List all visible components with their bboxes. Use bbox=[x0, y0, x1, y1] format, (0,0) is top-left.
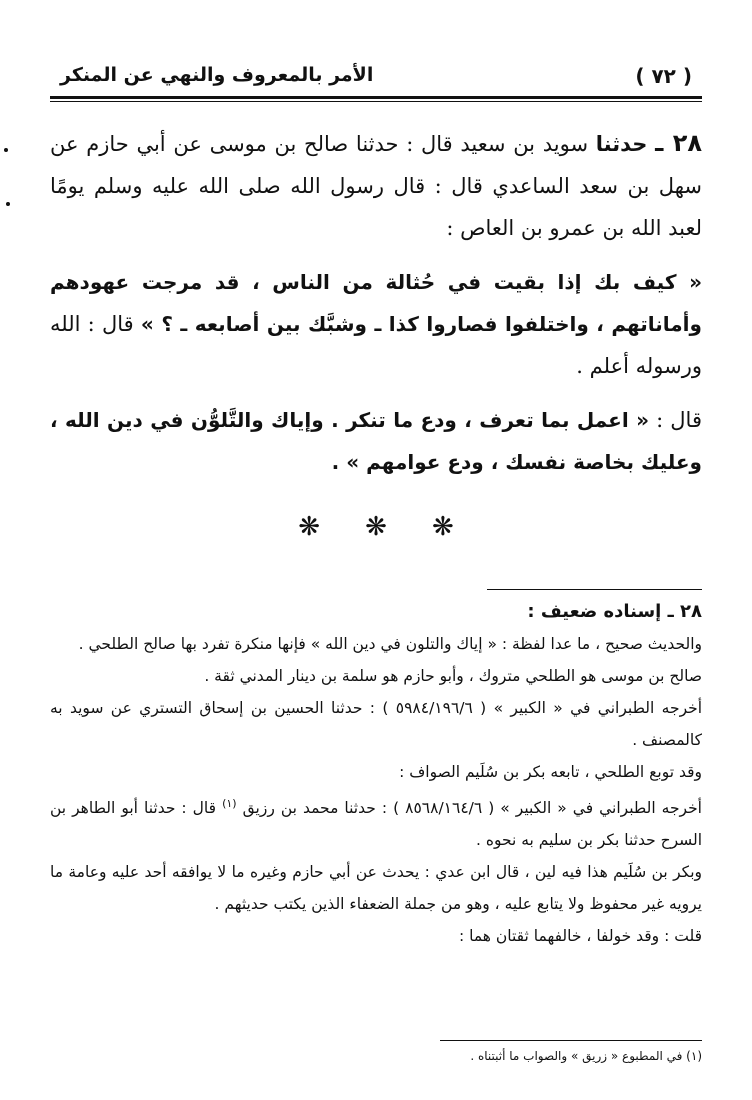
note-text: أخرجه الطبراني في « الكبير » ( ٨٥٦٨/١٦٤/٦ ) : حدثنا محمد بن رزيق bbox=[242, 799, 702, 818]
matn-2-intro: قال : bbox=[656, 408, 702, 432]
note-line: قلت : وقد خولفا ، خالفهما ثقتان هما : bbox=[458, 927, 702, 946]
hadith-isnad: سويد بن سعيد قال : حدثنا صالح بن موسى عن أبي حازم عن سهل بن سعد الساعدي قال : قال رسول الله صلى الله عليه وسلم يومًا لعبد الله بن عمرو بن العاص : bbox=[50, 132, 702, 240]
running-header bbox=[50, 62, 702, 94]
hadith-matn-2: « اعمل بما تعرف ، ودع ما تنكر . وإياك والتَّلوُّن في دين الله ، وعليك بخاصة نفسك ، ودع عوامهم » . bbox=[50, 408, 702, 474]
hadith-matn-2-paragraph bbox=[50, 399, 702, 483]
header-rule-thin bbox=[50, 101, 702, 102]
page-number: ( ٧٢ ) bbox=[635, 64, 692, 88]
hadith-matn-paragraph bbox=[50, 261, 702, 387]
footnote: (١) في المطبوع « زريق » والصواب ما أثبتناه . bbox=[470, 1049, 702, 1063]
hadith-number: ٢٨ ـ bbox=[655, 129, 702, 157]
note-line: وبكر بن سُلَيم هذا فيه لين ، قال ابن عدي : يحدث عن أبي حازم وغيره ما لا يوافقه أحد عليه وعامة ما يرويه غير محفوظ ولا يتابع عليه ، وهو من جملة الضعفاء الذين يكتب حديثهم . bbox=[50, 863, 702, 914]
note-line: أخرجه الطبراني في « الكبير » ( ٥٩٨٤/١٩٦/٦ ) : حدثنا الحسين بن إسحاق التستري عن سويد به كالمصنف . bbox=[50, 699, 703, 749]
note-text: قال : حدثنا أبو الطاهر بن السرح حدثنا بكر بن سليم به نحوه . bbox=[50, 799, 702, 850]
reply-text: الله ورسوله أعلم . bbox=[50, 312, 702, 378]
takhrij-notes bbox=[50, 596, 702, 952]
note-line: وقد توبع الطلحي ، تابعه بكر بن سُلَيم الصواف : bbox=[399, 763, 702, 781]
header-rule-thick bbox=[50, 96, 702, 99]
asterisk-ornament: ❋ bbox=[431, 512, 454, 542]
notes-heading: ٢٨ ـ إسناده ضعيف : bbox=[527, 601, 702, 622]
hadith-matn-1: « كيف بك إذا بقيت في حُثالة من الناس ، قد مرجت عهودهم وأماناتهم ، واختلفوا فصاروا كذا ـ وشبَّك بين أصابعه ـ ؟ » bbox=[50, 270, 702, 336]
note-line: والحديث صحيح ، ما عدا لفظة : « إياك والتلون في دين الله » فإنها منكرة تفرد بها صالح الطلحي . bbox=[78, 635, 702, 653]
margin-mark bbox=[6, 202, 10, 206]
margin-mark bbox=[4, 148, 8, 152]
asterisk-ornament: ❋ bbox=[298, 512, 321, 542]
note-line-with-ref bbox=[50, 788, 702, 856]
running-title: الأمر بالمعروف والنهي عن المنكر bbox=[60, 64, 374, 86]
hadith-opening-word: حدثنا bbox=[595, 132, 648, 156]
hadith-text bbox=[50, 122, 702, 495]
reply-intro: قال : bbox=[87, 312, 134, 336]
note-line: صالح بن موسى هو الطلحي متروك ، وأبو حازم هو سلمة بن دينار المدني ثقة . bbox=[204, 667, 702, 685]
asterisk-ornament: ❋ bbox=[365, 512, 387, 542]
footnote-rule bbox=[440, 1040, 702, 1041]
notes-rule bbox=[487, 589, 702, 590]
section-separator bbox=[0, 512, 752, 542]
footnote-ref[interactable]: (١) bbox=[222, 797, 237, 810]
hadith-isnad-paragraph bbox=[50, 122, 702, 249]
